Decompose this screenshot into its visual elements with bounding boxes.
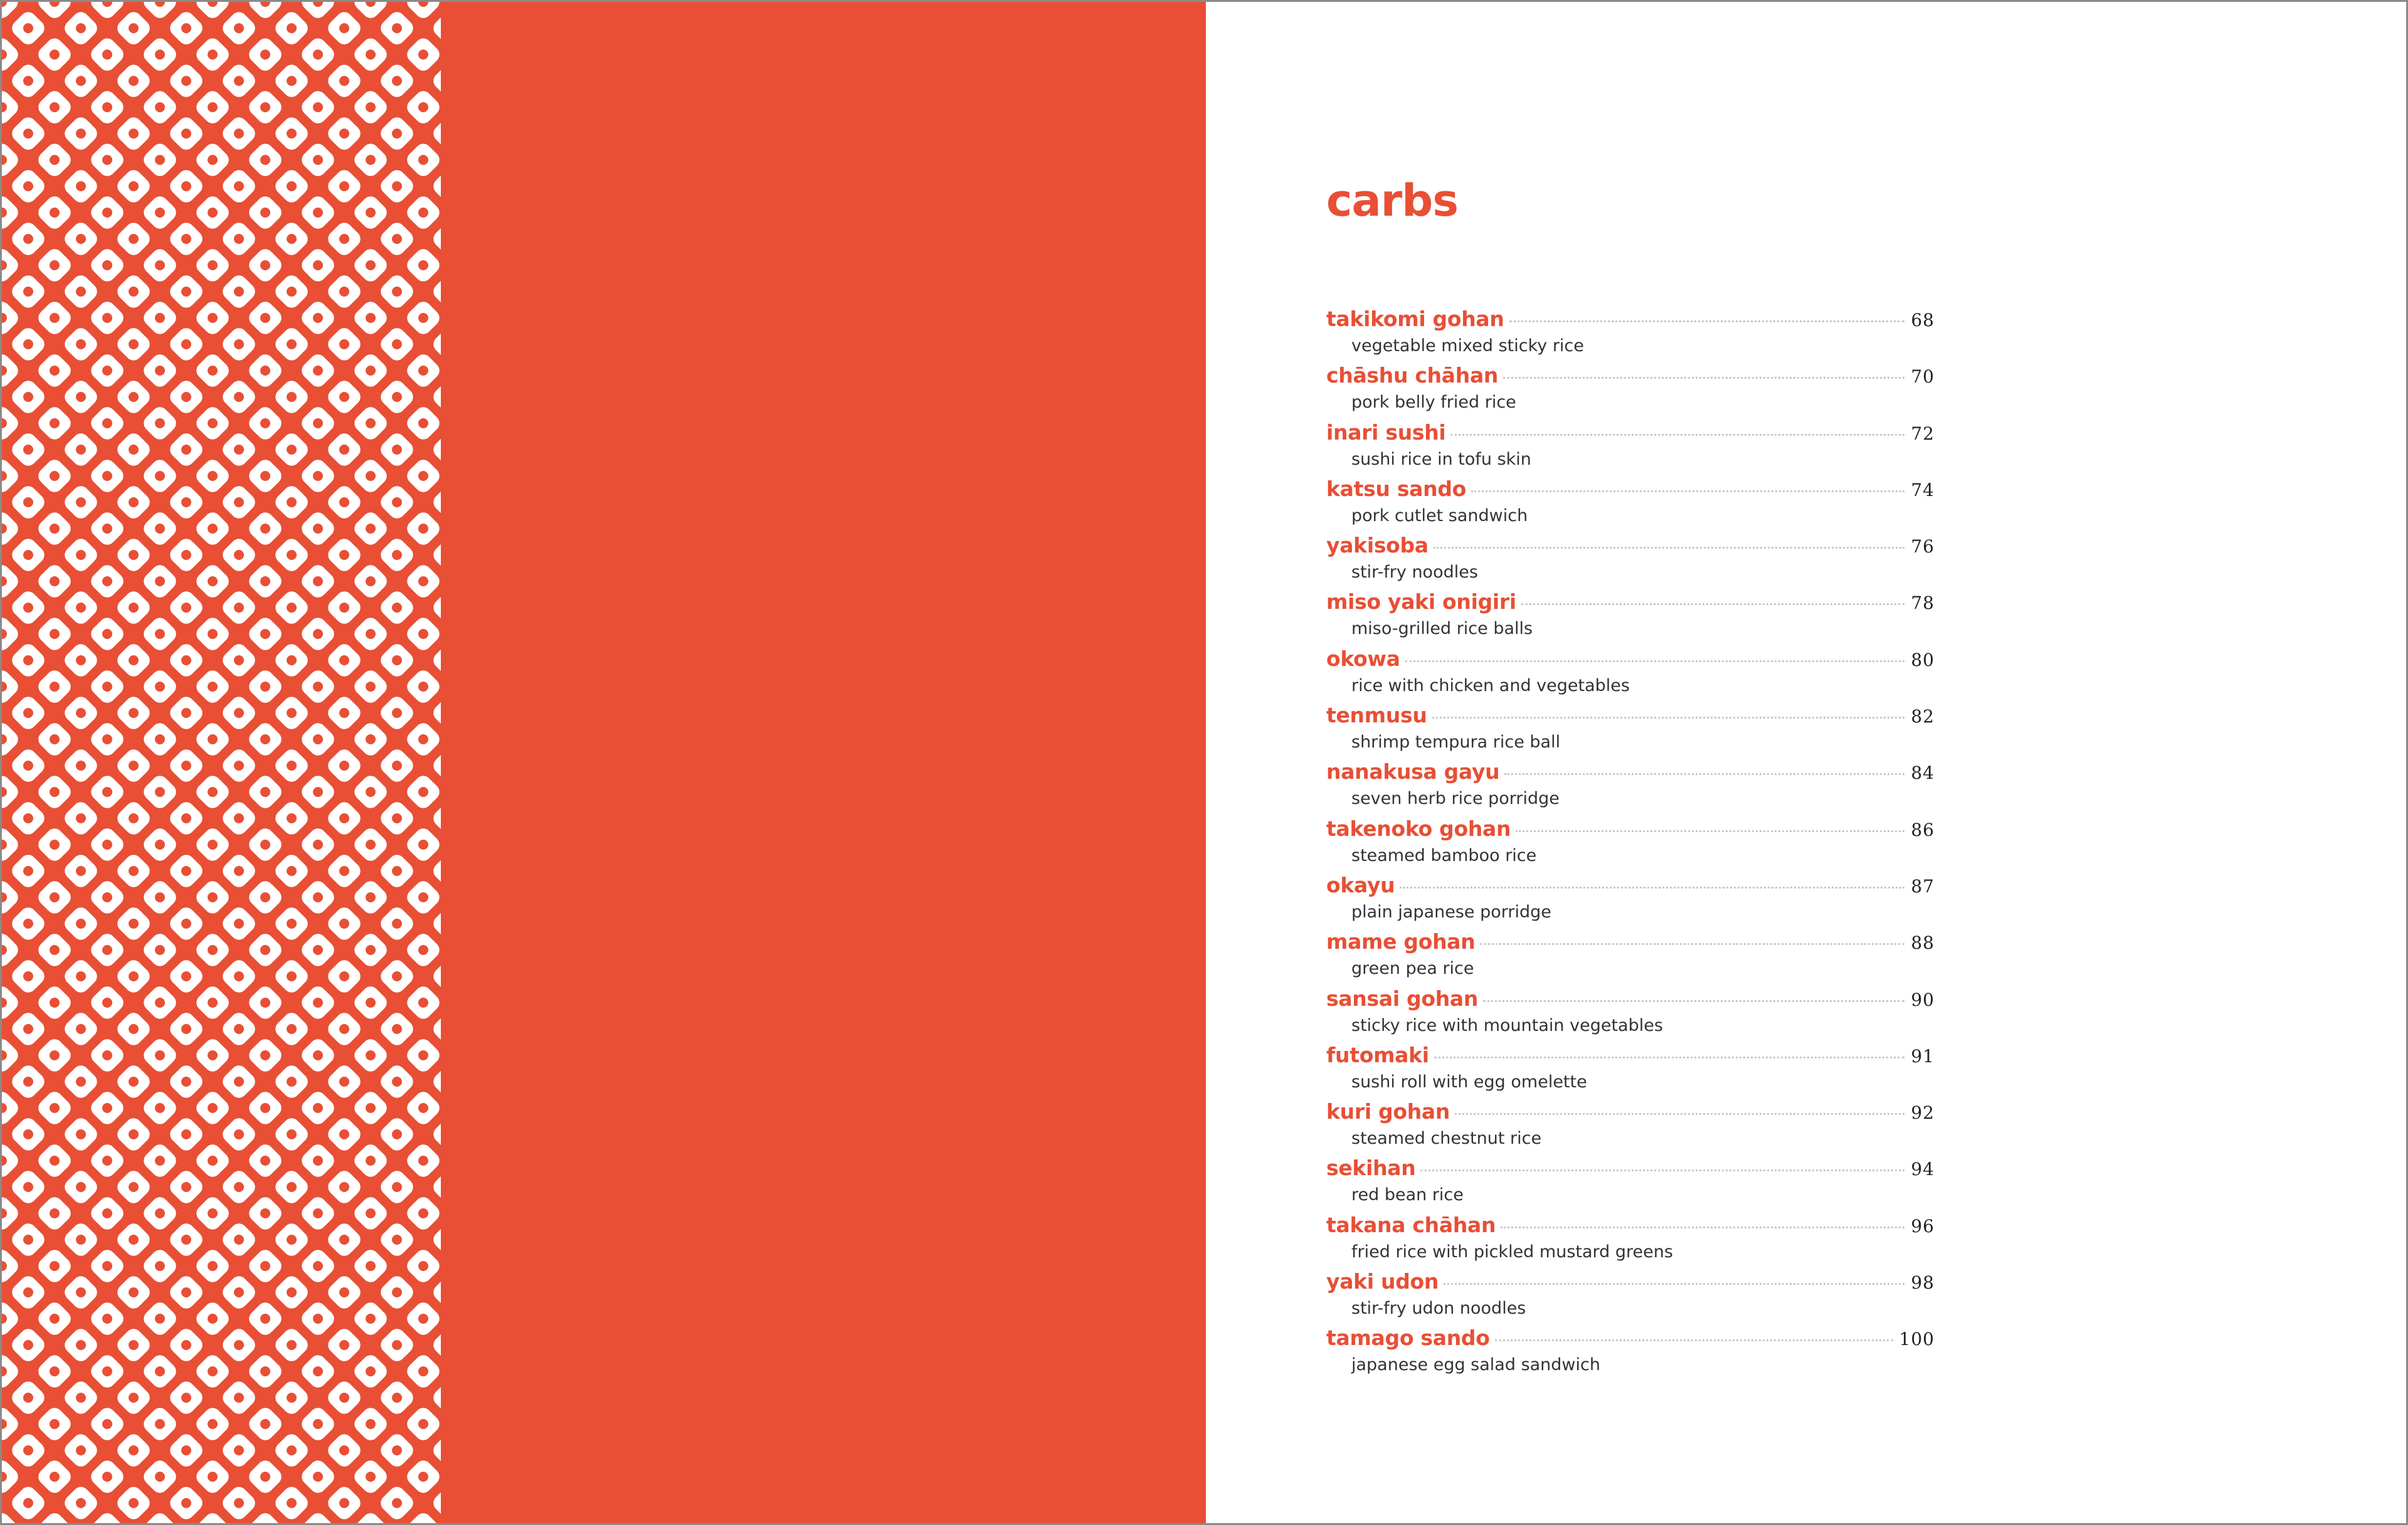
recipe-name: chāshu chāhan [1326, 363, 1499, 388]
toc-entry[interactable] [1326, 929, 1935, 986]
toc-entry-line [1326, 1326, 1935, 1354]
recipe-name: futomaki [1326, 1042, 1429, 1067]
kanoko-dot-pattern-icon [2, 2, 441, 1525]
recipe-name: okowa [1326, 646, 1400, 671]
toc-entry-line [1326, 1156, 1935, 1185]
page-number: 90 [1911, 989, 1935, 1010]
dot-leader [1434, 547, 1905, 549]
toc-entry[interactable] [1326, 477, 1935, 533]
recipe-name: okayu [1326, 872, 1395, 897]
recipe-description: sticky rice with mountain vegetables [1351, 1015, 1663, 1035]
page-number: 96 [1911, 1215, 1935, 1237]
page-number: 87 [1911, 875, 1935, 897]
recipe-name: takana chāhan [1326, 1212, 1496, 1237]
page-number: 78 [1911, 593, 1935, 614]
page-number: 100 [1899, 1329, 1935, 1350]
toc-entry[interactable] [1326, 1043, 1935, 1099]
toc-entry-line [1326, 1269, 1935, 1298]
toc-entry[interactable] [1326, 1326, 1935, 1382]
recipe-name: yakisoba [1326, 533, 1428, 558]
recipe-name: takenoko gohan [1326, 816, 1511, 841]
dot-leader [1516, 830, 1904, 832]
page-number: 84 [1911, 762, 1935, 784]
dot-leader [1503, 377, 1904, 379]
page-number: 88 [1911, 932, 1935, 954]
page-number: 68 [1911, 310, 1935, 330]
dot-leader [1504, 773, 1904, 775]
page-number: 94 [1911, 1159, 1935, 1180]
recipe-description: pork belly fried rice [1351, 393, 1516, 413]
toc-entry[interactable] [1326, 703, 1935, 759]
dot-leader [1405, 660, 1905, 662]
toc-entry-line [1326, 646, 1935, 675]
recipe-description: pork cutlet sandwich [1351, 505, 1528, 525]
toc-entry[interactable] [1326, 759, 1935, 816]
recipe-description: steamed bamboo rice [1351, 845, 1537, 865]
toc-entry[interactable] [1326, 646, 1935, 703]
recipe-name: inari sushi [1326, 420, 1446, 445]
toc-entry-line [1326, 986, 1935, 1015]
recipe-name: kuri gohan [1326, 1099, 1450, 1124]
page-number: 72 [1911, 423, 1935, 444]
dot-leader [1521, 603, 1904, 605]
dot-leader [1400, 887, 1904, 889]
dot-leader [1455, 1113, 1904, 1115]
toc-entry[interactable] [1326, 363, 1935, 420]
recipe-description: vegetable mixed sticky rice [1351, 336, 1584, 356]
toc-entry-line [1326, 589, 1935, 618]
toc-entry-line [1326, 1213, 1935, 1242]
recipe-description: sushi rice in tofu skin [1351, 449, 1531, 469]
page-number: 82 [1911, 706, 1935, 727]
recipe-description: fried rice with pickled mustard greens [1351, 1242, 1673, 1262]
page-number: 86 [1911, 819, 1935, 840]
toc-entry-line [1326, 816, 1935, 845]
page-number: 74 [1911, 479, 1935, 500]
toc-entry-line [1326, 1099, 1935, 1128]
recipe-name: mame gohan [1326, 929, 1476, 954]
recipe-description: sushi roll with egg omelette [1351, 1072, 1587, 1092]
recipe-description: miso-grilled rice balls [1351, 619, 1533, 639]
toc-entry-line [1326, 307, 1935, 335]
recipe-name: miso yaki onigiri [1326, 589, 1516, 615]
recipe-name: nanakusa gayu [1326, 759, 1500, 784]
page-number: 98 [1911, 1272, 1935, 1294]
toc-entry[interactable] [1326, 533, 1935, 589]
recipe-description: stir-fry udon noodles [1351, 1299, 1526, 1319]
toc-entry[interactable] [1326, 873, 1935, 929]
recipe-description: plain japanese porridge [1351, 902, 1551, 922]
recipe-description: seven herb rice porridge [1351, 789, 1560, 809]
toc-entry[interactable] [1326, 1269, 1935, 1326]
toc-entry[interactable] [1326, 986, 1935, 1043]
page-number: 92 [1911, 1102, 1935, 1124]
toc-entry-line [1326, 533, 1935, 562]
dot-leader [1501, 1227, 1904, 1228]
recipe-description: steamed chestnut rice [1351, 1129, 1542, 1149]
recipe-name: katsu sando [1326, 476, 1467, 501]
toc-entry-line [1326, 929, 1935, 958]
dot-leader [1420, 1169, 1904, 1171]
toc-entry[interactable] [1326, 420, 1935, 477]
toc-entry[interactable] [1326, 1099, 1935, 1156]
page-number: 70 [1911, 366, 1935, 388]
recipe-name: yaki udon [1326, 1269, 1439, 1294]
recipe-name: takikomi gohan [1326, 307, 1504, 331]
recipe-name: tenmusu [1326, 703, 1427, 728]
toc-entry-line [1326, 1043, 1935, 1072]
contents-page [1206, 2, 2408, 1525]
toc-entry-line [1326, 873, 1935, 902]
toc-entry[interactable] [1326, 1156, 1935, 1212]
dot-leader [1432, 717, 1905, 719]
toc-entry[interactable] [1326, 816, 1935, 873]
kanoko-pattern-panel [2, 2, 441, 1525]
toc-entry-line [1326, 363, 1935, 392]
toc-entry[interactable] [1326, 307, 1935, 363]
section-title: carbs [1326, 175, 1459, 226]
toc-entry-line [1326, 703, 1935, 732]
page-number: 80 [1911, 649, 1935, 670]
recipe-description: stir-fry noodles [1351, 562, 1478, 583]
dot-leader [1450, 434, 1904, 436]
dot-leader [1434, 1057, 1905, 1058]
dot-leader [1509, 320, 1905, 322]
toc-entry-line [1326, 420, 1935, 449]
toc-entry-line [1326, 477, 1935, 505]
toc-entry[interactable] [1326, 589, 1935, 646]
dot-leader [1483, 1000, 1904, 1002]
recipe-name: sansai gohan [1326, 986, 1479, 1011]
dot-leader [1480, 943, 1904, 945]
recipe-description: shrimp tempura rice ball [1351, 732, 1561, 752]
dot-leader [1444, 1283, 1904, 1285]
contents-list [1326, 307, 1935, 1383]
recipe-name: sekihan [1326, 1156, 1416, 1181]
page-number: 76 [1911, 536, 1935, 557]
toc-entry[interactable] [1326, 1213, 1935, 1269]
recipe-description: japanese egg salad sandwich [1351, 1355, 1600, 1375]
recipe-description: green pea rice [1351, 959, 1474, 979]
dot-leader [1471, 490, 1904, 492]
recipe-description: rice with chicken and vegetables [1351, 675, 1630, 695]
solid-color-panel [441, 2, 1206, 1525]
dot-leader [1495, 1339, 1893, 1341]
toc-entry-line [1326, 759, 1935, 788]
page-number: 91 [1911, 1045, 1935, 1067]
recipe-description: red bean rice [1351, 1185, 1464, 1205]
recipe-name: tamago sando [1326, 1326, 1490, 1351]
